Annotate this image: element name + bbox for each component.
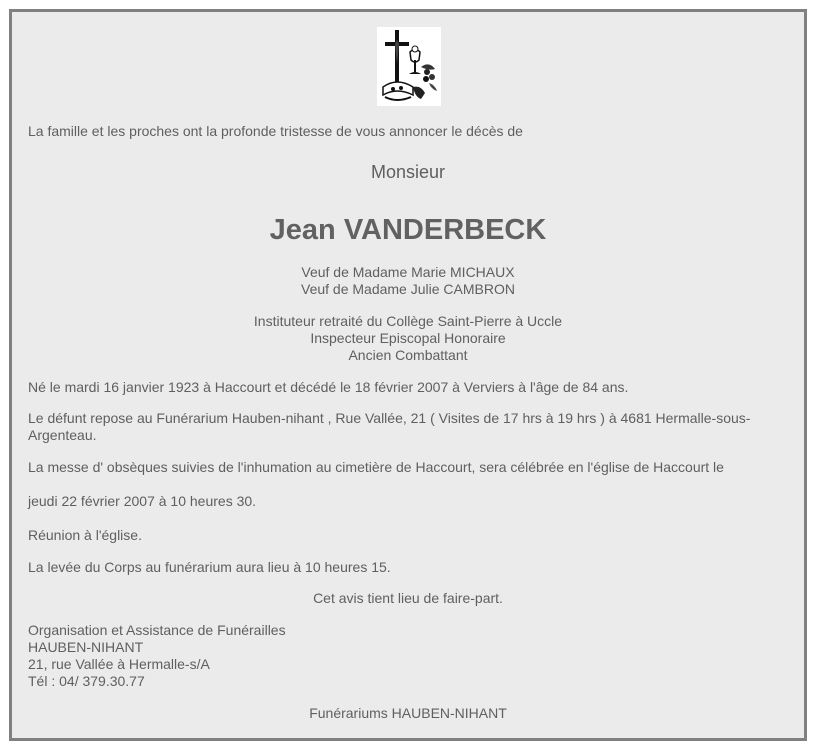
organizer-address: 21, rue Vallée à Hermalle-s/A bbox=[28, 656, 210, 672]
deceased-name: Jean VANDERBECK bbox=[269, 214, 547, 246]
intro-text: La famille et les proches ont la profonde tristesse de vous annoncer le décès de bbox=[28, 123, 523, 139]
repose-text: Le défunt repose au Funérarium Hauben-nihant , Rue Vallée, 21 ( Visites de 17 hrs à 19 hrs ) à 4681 Hermalle-sous-Argenteau. bbox=[28, 410, 751, 443]
organizer-heading: Organisation et Assistance de Funérailles bbox=[28, 622, 286, 638]
meeting-text: Réunion à l'église. bbox=[28, 527, 142, 543]
spouse-line: Veuf de Madame Marie MICHAUX bbox=[301, 264, 515, 280]
organizer-phone: Tél : 04/ 379.30.77 bbox=[28, 673, 145, 689]
salutation: Monsieur bbox=[370, 162, 446, 182]
footer-text: Funérariums HAUBEN-NIHANT bbox=[309, 705, 507, 721]
title-line: Instituteur retraité du Collège Saint-Pierre à Uccle bbox=[253, 313, 563, 329]
title-line: Inspecteur Episcopal Honoraire bbox=[310, 330, 506, 346]
mass-date-text: jeudi 22 février 2007 à 10 heures 30. bbox=[28, 493, 257, 509]
mass-text: La messe d' obsèques suivies de l'inhumation au cimetière de Haccourt, sera célébrée en l'église de Haccourt le bbox=[28, 459, 724, 475]
cross-chalice-icon bbox=[377, 27, 441, 106]
birth-death-text: Né le mardi 16 janvier 1923 à Haccourt et décédé le 18 février 2007 à Verviers à l'âge de 84 ans. bbox=[28, 379, 629, 395]
levee-text: La levée du Corps au funérarium aura lieu à 10 heures 15. bbox=[28, 559, 391, 575]
obituary-notice bbox=[9, 9, 807, 741]
organizer-company: HAUBEN-NIHANT bbox=[28, 639, 144, 655]
faire-part-text: Cet avis tient lieu de faire-part. bbox=[313, 590, 503, 606]
spouse-line: Veuf de Madame Julie CAMBRON bbox=[301, 281, 515, 297]
title-line: Ancien Combattant bbox=[348, 347, 468, 363]
